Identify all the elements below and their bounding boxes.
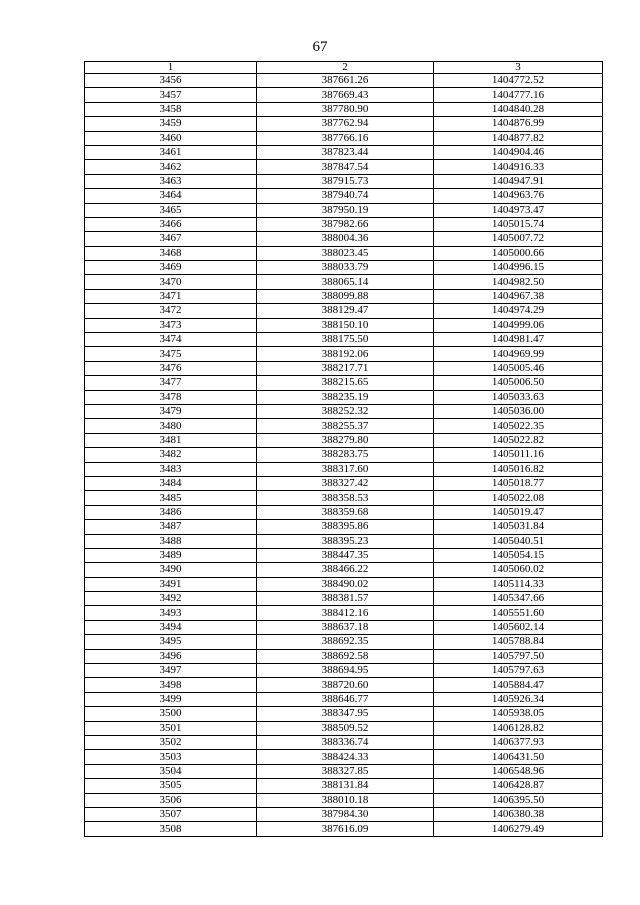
cell-x-coordinate: 388215.65 (257, 376, 434, 390)
table-row (85, 664, 603, 678)
cell-x-coordinate: 387915.73 (257, 174, 434, 188)
cell-x-coordinate: 388192.06 (257, 347, 434, 361)
cell-point-number: 3488 (85, 534, 257, 548)
cell-point-number: 3484 (85, 476, 257, 490)
table-row (85, 807, 603, 821)
cell-x-coordinate: 388692.35 (257, 635, 434, 649)
cell-point-number: 3485 (85, 491, 257, 505)
table-row (85, 620, 603, 634)
cell-y-coordinate: 1405797.63 (434, 664, 603, 678)
cell-y-coordinate: 1404973.47 (434, 203, 603, 217)
table-row (85, 361, 603, 375)
cell-point-number: 3492 (85, 592, 257, 606)
cell-y-coordinate: 1405797.50 (434, 649, 603, 663)
cell-x-coordinate: 388395.86 (257, 520, 434, 534)
cell-point-number: 3463 (85, 174, 257, 188)
cell-x-coordinate: 388509.52 (257, 721, 434, 735)
cell-y-coordinate: 1406128.82 (434, 721, 603, 735)
cell-x-coordinate: 388466.22 (257, 563, 434, 577)
table-row (85, 289, 603, 303)
cell-y-coordinate: 1405007.72 (434, 232, 603, 246)
cell-point-number: 3459 (85, 117, 257, 131)
table-row (85, 102, 603, 116)
table-row (85, 592, 603, 606)
cell-x-coordinate: 387950.19 (257, 203, 434, 217)
cell-x-coordinate: 388381.57 (257, 592, 434, 606)
cell-y-coordinate: 1404974.29 (434, 304, 603, 318)
table-row (85, 462, 603, 476)
cell-x-coordinate: 388358.53 (257, 491, 434, 505)
cell-point-number: 3506 (85, 793, 257, 807)
cell-point-number: 3486 (85, 505, 257, 519)
cell-x-coordinate: 387669.43 (257, 88, 434, 102)
cell-y-coordinate: 1405011.16 (434, 448, 603, 462)
cell-point-number: 3466 (85, 217, 257, 231)
cell-x-coordinate: 388004.36 (257, 232, 434, 246)
table-row (85, 390, 603, 404)
cell-y-coordinate: 1406548.96 (434, 764, 603, 778)
cell-x-coordinate: 388637.18 (257, 620, 434, 634)
cell-point-number: 3495 (85, 635, 257, 649)
cell-y-coordinate: 1405926.34 (434, 692, 603, 706)
cell-y-coordinate: 1405016.82 (434, 462, 603, 476)
cell-y-coordinate: 1404877.82 (434, 131, 603, 145)
table-row (85, 318, 603, 332)
table-row (85, 577, 603, 591)
cell-point-number: 3483 (85, 462, 257, 476)
cell-point-number: 3503 (85, 750, 257, 764)
cell-y-coordinate: 1405788.84 (434, 635, 603, 649)
cell-point-number: 3507 (85, 807, 257, 821)
cell-x-coordinate: 388490.02 (257, 577, 434, 591)
cell-x-coordinate: 388175.50 (257, 333, 434, 347)
column-header-y: 3 (434, 62, 603, 74)
table-row (85, 635, 603, 649)
table-row (85, 476, 603, 490)
cell-point-number: 3479 (85, 404, 257, 418)
cell-y-coordinate: 1404999.06 (434, 318, 603, 332)
cell-x-coordinate: 388327.85 (257, 764, 434, 778)
cell-x-coordinate: 388692.58 (257, 649, 434, 663)
cell-x-coordinate: 387616.09 (257, 822, 434, 836)
cell-y-coordinate: 1405114.33 (434, 577, 603, 591)
cell-point-number: 3497 (85, 664, 257, 678)
cell-x-coordinate: 388694.95 (257, 664, 434, 678)
cell-y-coordinate: 1405054.15 (434, 548, 603, 562)
cell-y-coordinate: 1405884.47 (434, 678, 603, 692)
cell-x-coordinate: 388150.10 (257, 318, 434, 332)
cell-point-number: 3500 (85, 707, 257, 721)
cell-point-number: 3490 (85, 563, 257, 577)
cell-x-coordinate: 388023.45 (257, 246, 434, 260)
cell-point-number: 3489 (85, 548, 257, 562)
table-row (85, 779, 603, 793)
table-header-row (85, 62, 603, 74)
cell-x-coordinate: 387766.16 (257, 131, 434, 145)
cell-y-coordinate: 1406380.38 (434, 807, 603, 821)
cell-x-coordinate: 388283.75 (257, 448, 434, 462)
cell-x-coordinate: 388317.60 (257, 462, 434, 476)
table-row (85, 822, 603, 836)
cell-y-coordinate: 1404772.52 (434, 74, 603, 88)
cell-point-number: 3499 (85, 692, 257, 706)
cell-x-coordinate: 387940.74 (257, 189, 434, 203)
cell-point-number: 3487 (85, 520, 257, 534)
cell-y-coordinate: 1404904.46 (434, 145, 603, 159)
table-row (85, 117, 603, 131)
column-header-point: 1 (85, 62, 257, 74)
cell-y-coordinate: 1404947.91 (434, 174, 603, 188)
cell-y-coordinate: 1404996.15 (434, 261, 603, 275)
table-row (85, 275, 603, 289)
cell-x-coordinate: 388327.42 (257, 476, 434, 490)
cell-point-number: 3473 (85, 318, 257, 332)
cell-y-coordinate: 1404963.76 (434, 189, 603, 203)
cell-y-coordinate: 1404840.28 (434, 102, 603, 116)
cell-x-coordinate: 388010.18 (257, 793, 434, 807)
cell-y-coordinate: 1405005.46 (434, 361, 603, 375)
table-row (85, 491, 603, 505)
table-row (85, 347, 603, 361)
cell-point-number: 3501 (85, 721, 257, 735)
cell-y-coordinate: 1405015.74 (434, 217, 603, 231)
cell-point-number: 3458 (85, 102, 257, 116)
cell-point-number: 3505 (85, 779, 257, 793)
table-row (85, 606, 603, 620)
cell-y-coordinate: 1405006.50 (434, 376, 603, 390)
cell-y-coordinate: 1406279.49 (434, 822, 603, 836)
cell-y-coordinate: 1404916.33 (434, 160, 603, 174)
table-row (85, 692, 603, 706)
cell-x-coordinate: 387847.54 (257, 160, 434, 174)
cell-point-number: 3464 (85, 189, 257, 203)
cell-y-coordinate: 1406395.50 (434, 793, 603, 807)
cell-y-coordinate: 1406431.50 (434, 750, 603, 764)
cell-point-number: 3465 (85, 203, 257, 217)
cell-x-coordinate: 388720.60 (257, 678, 434, 692)
table-row (85, 333, 603, 347)
cell-x-coordinate: 388412.16 (257, 606, 434, 620)
cell-y-coordinate: 1404876.99 (434, 117, 603, 131)
cell-x-coordinate: 388424.33 (257, 750, 434, 764)
cell-point-number: 3457 (85, 88, 257, 102)
cell-y-coordinate: 1405000.66 (434, 246, 603, 260)
cell-point-number: 3470 (85, 275, 257, 289)
table-row (85, 448, 603, 462)
cell-point-number: 3494 (85, 620, 257, 634)
cell-x-coordinate: 387982.66 (257, 217, 434, 231)
column-header-x: 2 (257, 62, 434, 74)
cell-x-coordinate: 388359.68 (257, 505, 434, 519)
table-row (85, 376, 603, 390)
table-row (85, 678, 603, 692)
cell-y-coordinate: 1404967.38 (434, 289, 603, 303)
cell-x-coordinate: 388129.47 (257, 304, 434, 318)
cell-x-coordinate: 388447.35 (257, 548, 434, 562)
cell-point-number: 3498 (85, 678, 257, 692)
cell-x-coordinate: 388099.88 (257, 289, 434, 303)
cell-x-coordinate: 388235.19 (257, 390, 434, 404)
table-row (85, 563, 603, 577)
cell-y-coordinate: 1405022.35 (434, 419, 603, 433)
cell-point-number: 3482 (85, 448, 257, 462)
table-row (85, 203, 603, 217)
cell-point-number: 3478 (85, 390, 257, 404)
table-row (85, 735, 603, 749)
table-row (85, 764, 603, 778)
table-row (85, 419, 603, 433)
cell-point-number: 3462 (85, 160, 257, 174)
cell-y-coordinate: 1406428.87 (434, 779, 603, 793)
table-row (85, 750, 603, 764)
cell-point-number: 3474 (85, 333, 257, 347)
page-number: 67 (312, 39, 328, 55)
table-body (85, 74, 603, 837)
table-row (85, 131, 603, 145)
table-row (85, 649, 603, 663)
table-row (85, 189, 603, 203)
cell-y-coordinate: 1404777.16 (434, 88, 603, 102)
cell-point-number: 3502 (85, 735, 257, 749)
cell-point-number: 3468 (85, 246, 257, 260)
cell-point-number: 3467 (85, 232, 257, 246)
cell-y-coordinate: 1405060.02 (434, 563, 603, 577)
table-row (85, 232, 603, 246)
cell-y-coordinate: 1405036.00 (434, 404, 603, 418)
cell-y-coordinate: 1404982.50 (434, 275, 603, 289)
table-row (85, 88, 603, 102)
cell-point-number: 3481 (85, 433, 257, 447)
table-row (85, 145, 603, 159)
cell-y-coordinate: 1405347.66 (434, 592, 603, 606)
cell-y-coordinate: 1405033.63 (434, 390, 603, 404)
cell-point-number: 3460 (85, 131, 257, 145)
coordinates-table (84, 61, 603, 837)
table-row (85, 548, 603, 562)
table-row (85, 174, 603, 188)
cell-y-coordinate: 1404981.47 (434, 333, 603, 347)
cell-x-coordinate: 387661.26 (257, 74, 434, 88)
cell-point-number: 3496 (85, 649, 257, 663)
cell-x-coordinate: 388279.80 (257, 433, 434, 447)
cell-point-number: 3461 (85, 145, 257, 159)
cell-y-coordinate: 1405040.51 (434, 534, 603, 548)
table-row (85, 160, 603, 174)
cell-point-number: 3456 (85, 74, 257, 88)
cell-x-coordinate: 388131.84 (257, 779, 434, 793)
cell-x-coordinate: 388033.79 (257, 261, 434, 275)
cell-point-number: 3480 (85, 419, 257, 433)
cell-point-number: 3476 (85, 361, 257, 375)
table-row (85, 74, 603, 88)
cell-point-number: 3491 (85, 577, 257, 591)
table-row (85, 246, 603, 260)
table-row (85, 433, 603, 447)
cell-x-coordinate: 388217.71 (257, 361, 434, 375)
cell-point-number: 3475 (85, 347, 257, 361)
cell-y-coordinate: 1406377.93 (434, 735, 603, 749)
cell-x-coordinate: 387823.44 (257, 145, 434, 159)
table-row (85, 520, 603, 534)
table-row (85, 534, 603, 548)
cell-x-coordinate: 388347.95 (257, 707, 434, 721)
cell-y-coordinate: 1405602.14 (434, 620, 603, 634)
cell-y-coordinate: 1405031.84 (434, 520, 603, 534)
cell-point-number: 3493 (85, 606, 257, 620)
cell-x-coordinate: 388252.32 (257, 404, 434, 418)
cell-x-coordinate: 388395.23 (257, 534, 434, 548)
cell-x-coordinate: 388255.37 (257, 419, 434, 433)
cell-point-number: 3508 (85, 822, 257, 836)
table-row (85, 217, 603, 231)
cell-y-coordinate: 1405938.05 (434, 707, 603, 721)
cell-x-coordinate: 387780.90 (257, 102, 434, 116)
table-row (85, 721, 603, 735)
cell-point-number: 3504 (85, 764, 257, 778)
table-row (85, 404, 603, 418)
cell-x-coordinate: 388065.14 (257, 275, 434, 289)
cell-y-coordinate: 1405018.77 (434, 476, 603, 490)
cell-y-coordinate: 1405551.60 (434, 606, 603, 620)
cell-y-coordinate: 1405022.82 (434, 433, 603, 447)
cell-x-coordinate: 387984.30 (257, 807, 434, 821)
table-row (85, 505, 603, 519)
table-row (85, 304, 603, 318)
cell-y-coordinate: 1405022.08 (434, 491, 603, 505)
table-row (85, 793, 603, 807)
table-row (85, 261, 603, 275)
cell-x-coordinate: 387762.94 (257, 117, 434, 131)
cell-y-coordinate: 1405019.47 (434, 505, 603, 519)
cell-x-coordinate: 388646.77 (257, 692, 434, 706)
cell-point-number: 3469 (85, 261, 257, 275)
cell-x-coordinate: 388336.74 (257, 735, 434, 749)
table-row (85, 707, 603, 721)
cell-point-number: 3471 (85, 289, 257, 303)
cell-y-coordinate: 1404969.99 (434, 347, 603, 361)
cell-point-number: 3477 (85, 376, 257, 390)
cell-point-number: 3472 (85, 304, 257, 318)
